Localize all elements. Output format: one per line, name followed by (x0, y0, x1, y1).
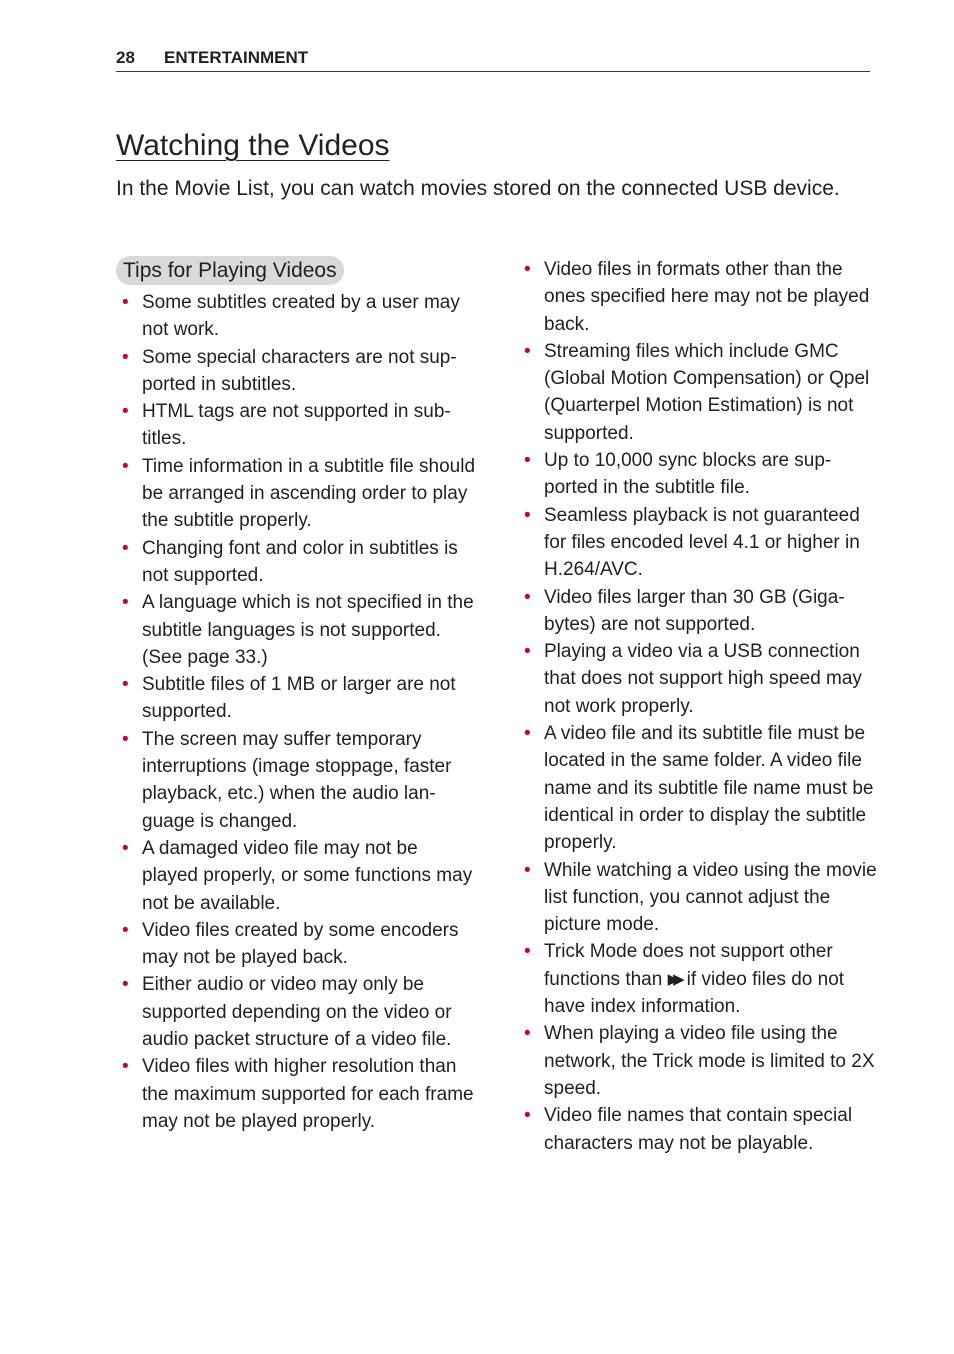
bullet-icon: • (122, 837, 129, 859)
right-tips-list (518, 256, 878, 1157)
page-title: Watching the Videos (116, 129, 390, 162)
list-item: • Some subtitles created by a user may not work. (116, 289, 476, 344)
list-item: • Either audio or video may only be supported depending on the video or audio packet structure of a video file. (116, 971, 476, 1053)
tips-heading: Tips for Playing Videos (116, 256, 344, 285)
list-item: • Streaming files which include GMC (Global Motion Compensation) or Qpel (Quarterpel Motion Estimation) is not supported. (518, 338, 878, 447)
list-item: • Video files with higher resolution than the maximum supported for each frame may not be played properly. (116, 1053, 476, 1135)
list-item: • Some special characters are not sup-ported in subtitles. (116, 344, 476, 399)
bullet-icon: • (524, 340, 531, 362)
bullet-icon: • (524, 723, 531, 745)
list-item-trick-mode: • Trick Mode does not support other functions than ▶▶ if video files do not have index information. (518, 938, 878, 1020)
list-item: • Video file names that contain special characters may not be playable. (518, 1102, 878, 1157)
left-column (116, 256, 476, 1135)
bullet-icon: • (524, 1105, 531, 1127)
list-item: • Video files larger than 30 GB (Giga-bytes) are not supported. (518, 584, 878, 639)
bullet-icon: • (524, 1023, 531, 1045)
list-item: • The screen may suffer temporary interruptions (image stoppage, faster playback, etc.) when the audio lan-guage is changed. (116, 726, 476, 835)
left-tips-list (116, 289, 476, 1135)
bullet-icon: • (122, 537, 129, 559)
bullet-icon: • (524, 859, 531, 881)
list-item: • A damaged video file may not be played properly, or some functions may not be available. (116, 835, 476, 917)
fast-forward-icon: ▶▶ (667, 970, 679, 988)
list-item: • Changing font and color in subtitles is not supported. (116, 535, 476, 590)
bullet-icon: • (122, 401, 129, 423)
bullet-icon: • (524, 641, 531, 663)
list-item: • Subtitle files of 1 MB or larger are not supported. (116, 671, 476, 726)
page-header (116, 46, 870, 72)
intro-text: In the Movie List, you can watch movies stored on the connected USB device. (116, 177, 840, 200)
list-item: • Time information in a subtitle file should be arranged in ascending order to play the subtitle properly. (116, 453, 476, 535)
list-item: • When playing a video file using the network, the Trick mode is limited to 2X speed. (518, 1020, 878, 1102)
bullet-icon: • (524, 450, 531, 472)
bullet-icon: • (122, 592, 129, 614)
list-item: • While watching a video using the movie list function, you cannot adjust the picture mode. (518, 857, 878, 939)
page-number: 28 (116, 48, 135, 67)
list-item: • Playing a video via a USB connection that does not support high speed may not work properly. (518, 638, 878, 720)
list-item: • Seamless playback is not guaranteed for files encoded level 4.1 or higher in H.264/AVC. (518, 502, 878, 584)
list-item: • Video files in formats other than the ones specified here may not be played back. (518, 256, 878, 338)
bullet-icon: • (122, 974, 129, 996)
bullet-icon: • (122, 1056, 129, 1078)
list-item: • HTML tags are not supported in sub-titles. (116, 398, 476, 453)
list-item: • A video file and its subtitle file must be located in the same folder. A video file name and its subtitle file name must be identical in order to display the subtitle properly. (518, 720, 878, 856)
list-item: • Video files created by some encoders may not be played back. (116, 917, 476, 972)
bullet-icon: • (122, 919, 129, 941)
bullet-icon: • (524, 941, 531, 963)
bullet-icon: • (122, 346, 129, 368)
bullet-icon: • (524, 259, 531, 280)
right-column (518, 256, 878, 1157)
section-name: ENTERTAINMENT (164, 48, 309, 67)
list-item: • Up to 10,000 sync blocks are sup-ported in the subtitle file. (518, 447, 878, 502)
bullet-icon: • (524, 586, 531, 608)
bullet-icon: • (122, 728, 129, 750)
bullet-icon: • (122, 674, 129, 696)
list-item: • A language which is not specified in the subtitle languages is not supported. (See page 33.) (116, 589, 476, 671)
bullet-icon: • (122, 455, 129, 477)
bullet-icon: • (122, 292, 129, 313)
bullet-icon: • (524, 504, 531, 526)
